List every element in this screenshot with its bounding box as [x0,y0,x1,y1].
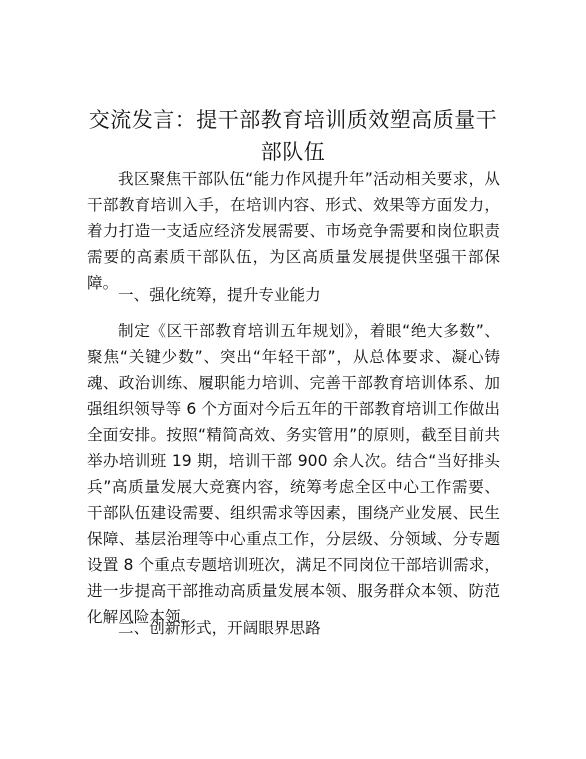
document-title: 交流发言：提干部教育培训质效塑高质量干部队伍 [88,108,498,164]
section-heading-2: 二、创新形式，开阔眼界思路 [118,619,321,637]
section-body-1: 制定《区干部教育培训五年规划》，着眼“绝大多数”、聚焦“关键少数”、突出“年轻干部”，从总体要求、凝心铸魂、政治训练、履职能力培训、完善干部教育培训体系、加强组织领导等 6 个方面对今后五年的干部教育培训工作做出全面安排。按照“精简高效、务实管用”的原则，截至目前共举办培训班 19 期，培训干部 900 余人次。结合“当好排头兵”高质量发展大竞赛内容，统筹考虑全区中心工作需要、干部队伍建设需要、组织需求等因素，围绕产业发展、民生保障、基层治理等中心重点工作，分层级、分领域、分专题设置 8 个重点专题培训班次，满足不同岗位干部培训需求，进一步提高干部推动高质量发展本领、服务群众本领、防范化解风险本领。 [87,322,500,626]
section-heading-1: 一、强化统筹，提升专业能力 [118,286,321,304]
intro-paragraph: 我区聚焦干部队伍“能力作风提升年”活动相关要求，从干部教育培训入手，在培训内容、形式、效果等方面发力，着力打造一支适应经济发展需要、市场竞争需要和岗位职责需要的高素质干部队伍，为区高质量发展提供坚强干部保障。 [87,170,500,292]
